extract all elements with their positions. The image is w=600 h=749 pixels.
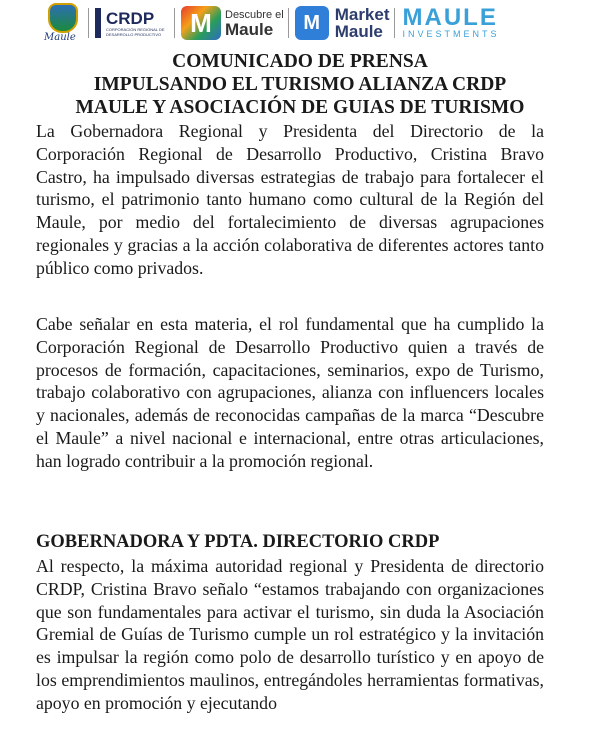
logo-divider: [88, 8, 89, 38]
maule-investments-logo: [402, 4, 500, 39]
crdp-subtitle: CORPORACIÓN REGIONAL DE DESARROLLO PRODUCTIVO: [106, 26, 165, 37]
crdp-title: CRDP: [106, 8, 155, 28]
shield-icon: [48, 3, 78, 33]
shopping-bag-icon: M: [295, 6, 329, 40]
logo-bar: [0, 0, 600, 46]
logo-divider: [288, 8, 289, 38]
crdp-mark-icon: [95, 8, 101, 38]
crest-script: Maule: [44, 32, 76, 43]
investments-line1: MAULE: [402, 4, 498, 31]
investments-line2: INVESTMENTS: [402, 29, 500, 39]
market-line1: Market: [334, 5, 390, 24]
logo-divider: [394, 8, 395, 38]
section-subheading: GOBERNADORA Y PDTA. DIRECTORIO CRDP: [36, 532, 440, 552]
descubre-m-icon: M: [181, 6, 221, 40]
descubre-line1: Descubre el: [225, 8, 284, 21]
market-maule-logo: [295, 6, 390, 40]
market-line2: Maule: [334, 22, 383, 41]
document-headline-line1: IMPULSANDO EL TURISMO ALIANZA CRDP: [93, 74, 507, 95]
paragraph-3: Al respecto, la máxima autoridad regional y Presidenta de directorio CRDP, Cristina Bravo señalo “estamos trabajando con organizaciones que son fundamentales para activar el turismo, sin duda la Asociación Gremial de Guías de Turismo cumple un rol estratégico y la invitación es impulsar la región como polo de desarrollo turístico y en apoyo de los emprendimientos maulinos, entregándoles herramientas formativas, apoyo en promoción y ejecutando: [36, 556, 544, 713]
document-headline-line2: MAULE Y ASOCIACIÓN DE GUIAS DE TURISMO: [75, 97, 525, 118]
descubre-line2: Maule: [225, 19, 274, 39]
logo-divider: [174, 8, 175, 38]
paragraph-2: Cabe señalar en esta materia, el rol fundamental que ha cumplido la Corporación Regional de Desarrollo Productivo quien a través de procesos de formación, capacitaciones, seminarios, expo de Turismo, trabajo colaborativo con agrupaciones, alianza con influencers locales y nacionales, además de reconocidas campañas de la marca “Descubre el Maule” a nivel nacional e internacional, entre otras articulaciones, han logrado contribuir a la promoción regional.: [36, 314, 544, 471]
crdp-logo: [95, 8, 170, 38]
maule-crest-logo: [42, 1, 84, 45]
document-title: COMUNICADO DE PRENSA: [172, 51, 428, 72]
descubre-el-maule-logo: [181, 6, 284, 40]
paragraph-1: La Gobernadora Regional y Presidenta del Directorio de la Corporación Regional de Desarrollo Productivo, Cristina Bravo Castro, ha impulsado diversas estrategias de trabajo para fortalecer el turismo, el patrimonio tanto humano como cultural de la Región del Maule, por medio del fortalecimiento de diversas agrupaciones regionales y gracias a la acción colaborativa de diferentes actores tanto público como privados.: [36, 121, 544, 278]
